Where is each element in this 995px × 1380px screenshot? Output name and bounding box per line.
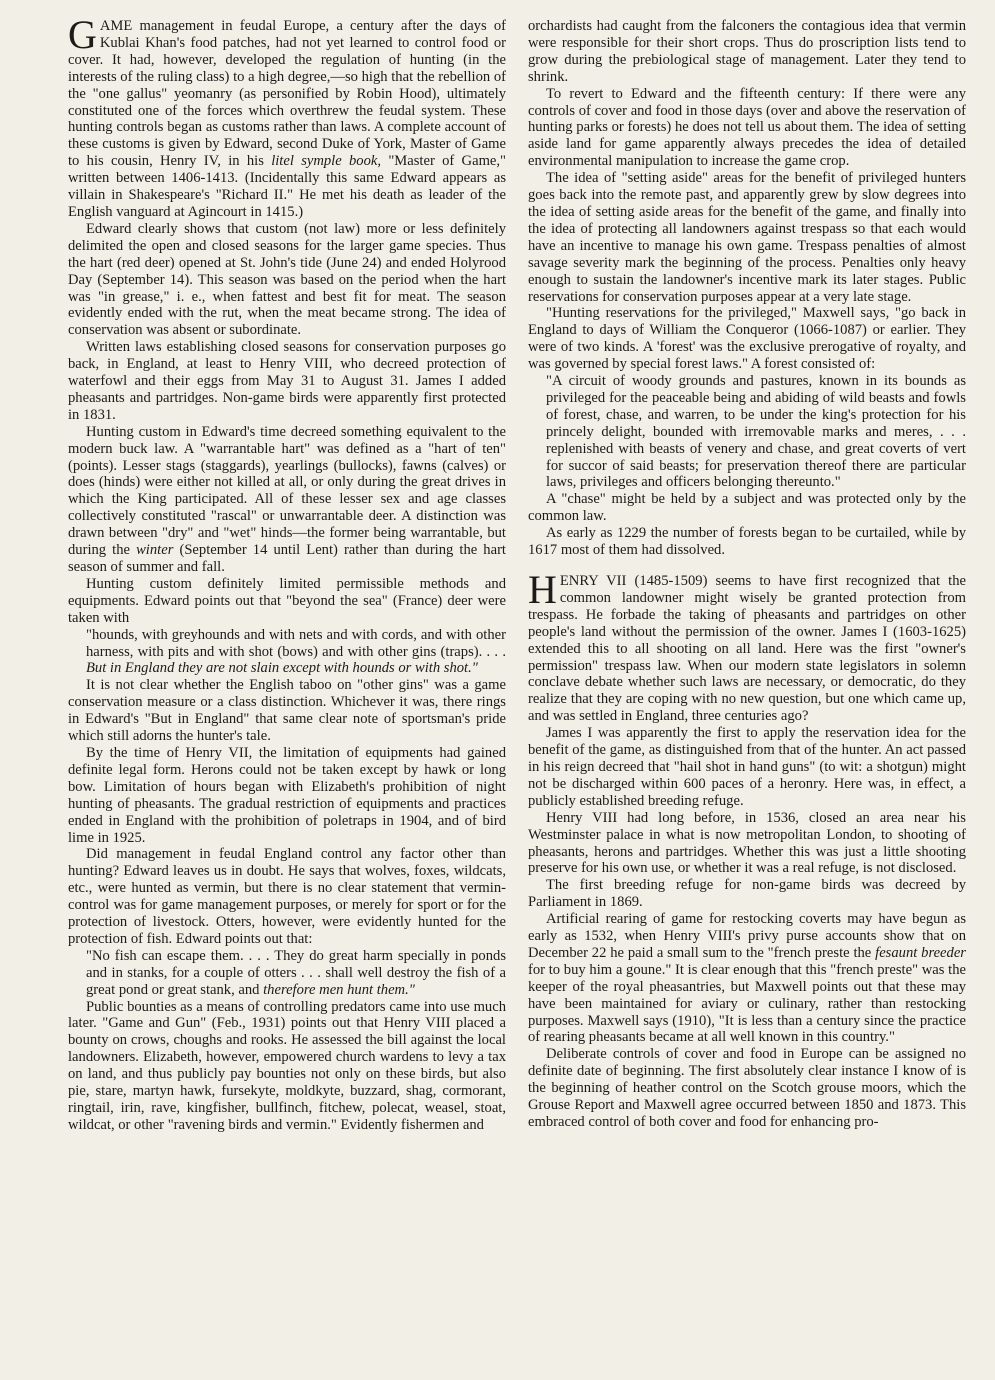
body-paragraph [68,576,506,627]
paragraph-text: To revert to Edward and the fifteenth century: If there were any controls of cover and food in those days (over and above the reservation of hunting parks or forests) he does not tell us about them. The idea of setting aside land for game apparently always precedes the idea of detailed environmental manipulation to increase the game crop. [528,85,966,170]
body-paragraph [528,305,966,373]
body-paragraph [68,221,506,339]
block-quote [68,948,506,999]
paragraph-text: A "chase" might be held by a subject and was protected only by the common law. [528,491,966,525]
paragraph-text-continued: for to buy him a goune." It is clear enough that this "french preste" was the keeper of the royal pheasantries, but Maxwell points out that these may have been maintained for aviary or culinary, rather than restocking purposes. Maxwell says (1910), "It is less than a century since the practice of rearing pheasants became at all well known in this country." [528,961,966,1046]
paragraph-text-continued: (September 14 until Lent) rather than during the hart season of summer and fall. [68,542,506,575]
paragraph-text: The first breeding refuge for non-game birds was decreed by Parliament in 1869. [528,877,966,911]
body-paragraph [528,170,966,305]
paragraph-text: AME management in feudal Europe, a century after the days of Kublai Khan's food patches, had not yet learned to control food or cover. It had, however, developed the regulation of hunting (in the interests of the ruling class) to a high degree,—so high that the rebellion of the "one gallus" yeomanry (as personified by Robin Hood), ultimately constituted one of the forces which overthrew the feudal system. These hunting controls began as customs rather than laws. A complete account of these customs is given by Edward, second Duke of York, Master of Game to his cousin, Henry IV, in his [68,18,506,170]
body-paragraph [528,86,966,171]
paragraph-text: Written laws establishing closed seasons for conservation purposes go back, in England, at least to Henry VIII, who decreed protection of waterfowl and their eggs from May 31 to August 31. James I added pheasants and partridges. Non-game birds were apparently first protected in 1831. [68,339,506,423]
paragraph-text: It is not clear whether the English taboo on "other gins" was a game conservation measure or a class distinction. Whichever it was, there rings in Edward's "But in England" that same clear note of sportsman's pride which still adorns the hunter's tale. [68,677,506,745]
paragraph-text: As early as 1229 the number of forests began to be curtailed, while by 1617 most of them had dissolved. [528,525,966,559]
paragraph-text: Hunting custom definitely limited permissible methods and equipments. Edward points out that "beyond the sea" (France) deer were taken with [68,575,506,626]
paragraph-text: ENRY VII (1485-1509) seems to have first recognized that the common landowner might wisely be granted protection from trespass. He forbade the taking of pheasants and partridges on other people's land without the permission of the owner. James I (1603-1625) extended this to all shooting on all land. Here was the first "owner's permission" trespass law. When our modern state legislators in solemn conclave debate whether such laws are necessary, or democratic, do they realize that they are coping with no new question, but one which came up, and was settled in England, three centuries ago? [528,573,966,725]
italic-text: But in England they are not slain except with hounds or with shot." [86,660,478,677]
body-paragraph [528,877,966,911]
paragraph-text: James I was apparently the first to apply the reservation idea for the benefit of the game, as distinguished from that of the hunter. An act passed in his reign decreed that "hail shot in hand guns" (to wit: a shotgun) might not be discharged within 600 paces of a heronry. Here was, in effect, a publicly established breeding refuge. [528,725,966,809]
body-paragraph [68,745,506,846]
drop-cap-letter: G [68,12,97,57]
continued-paragraph [528,18,966,86]
body-paragraph [68,999,506,1134]
block-quote [528,373,966,491]
paragraph-text: "No fish can escape them. . . . They do great harm specially in ponds and in stanks, for a couple of otters . . . shall well destroy the fish of a great pond or great stank, and [86,947,506,998]
paragraph-text: By the time of Henry VII, the limitation of equipments had gained definite legal form. Herons could not be taken except by hawk or long bow. Limitation of hours began with Elizabeth's prohibition of night hunting of pheasants. The gradual restriction of equipments and practices ended in England with the prohibition of poletraps in 1904, and of bird lime in 1925. [68,744,506,846]
paragraph-text: Deliberate controls of cover and food in Europe can be assigned no definite date of beginning. The first absolutely clear instance I know of is the beginning of heather control on the Scotch grouse moors, which the Grouse Report and Maxwell agree occurred between 1850 and 1873. This embraced control of both cover and food for enhancing pro- [528,1046,966,1130]
block-quote [68,627,506,678]
paragraph-text: Public bounties as a means of controlling predators came into use much later. "Game and Gun" (Feb., 1931) points out that Henry VIII placed a bounty on crows, choughs and rooks. He assessed the bill against the local landowners. Elizabeth, however, empowered church wardens to levy a tax on land, and thus publicly pay bounties not only on these birds, but also pie, stare, martyn hawk, fursekyte, moldkyte, buzzard, shag, cormorant, ringtail, irin, rave, kingfisher, bullfinch, fitchew, polecat, weasel, stoat, wildcat, or other "ravening birds and vermin." Evidently fishermen and [68,998,506,1133]
paragraph-text: "hounds, with greyhounds and with nets and with cords, and with other harness, with pits and with shot (bows) and with other gins (traps). . . . [86,626,506,660]
paragraph-text: Artificial rearing of game for restocking coverts may have begun as early as 1532, when Henry VIII's privy purse accounts show that on December 22 he paid a small sum to the "french preste the [528,911,966,961]
paragraph-text: orchardists had caught from the falconers the contagious idea that vermin were responsible for their short crops. Thus do proscription lists tend to grow during the prebiological stage of management. Later they tend to shrink. [528,18,966,85]
body-paragraph [68,677,506,745]
italic-text: fesaunt breeder [875,944,966,961]
body-paragraph [68,424,506,576]
left-column [68,12,506,1380]
paragraph-text-continued: "Master of Game," written between 1406-1413. (Incidentally this same Edward appears as villain in Shakespeare's "Richard II." He met his death as leader of the English vanguard at Agincourt in 1415.) [68,153,506,220]
paragraph-text: Hunting custom in Edward's time decreed something equivalent to the modern buck law. A "warrantable hart" was defined as a "hart of ten" (points). Lesser stags (staggards), yearlings (bullocks), fawns (calves) or does (hinds) were either not killed at all, or only during the great drives in which the King participated. All of these lesser sex and age classes collectively constituted "rascal" or unwarrantable deer. A distinction was drawn between "dry" and "wet" hinds—the former being warrantable, but during the [68,423,506,559]
italic-text: therefore men hunt them." [263,981,415,998]
body-paragraph [68,339,506,424]
body-paragraph [528,491,966,525]
paragraph-text: The idea of "setting aside" areas for the benefit of privileged hunters goes back into the remote past, and apparently grew by slow degrees into the idea of setting aside areas for the benefit of the game, and finally into the idea of protecting all landowners against trespass so that each would have an incentive to manage his own game. Trespass penalties of almost savage severity mark the beginning of the process. Penalties only heavy enough to sustain the landowner's incentive mark its later stages. Public reservations for conservation purposes appear at a very late stage. [528,170,966,305]
body-paragraph [528,525,966,559]
body-paragraph [528,810,966,878]
paragraph-text: Edward clearly shows that custom (not law) more or less definitely delimited the open and closed seasons for the larger game species. Thus the hart (red deer) opened at St. John's tide (June 24) and ended Holyrood Day (September 14). This season was based on the period when the hart was "in grease," i. e., when fattest and best fit for meat. The season evidently ended with the rut, when the meat became strong. The idea of conservation was absent or subordinate. [68,220,506,339]
paragraph-text: Henry VIII had long before, in 1536, closed an area near his Westminster palace in what is now metropolitan London, to shooting of pheasants, herons and partridges. Whether this was just a little shooting preserve for his own use, or whether it was a real refuge, is not disclosed. [528,809,966,877]
body-paragraph [528,1046,966,1131]
right-column [528,18,966,1380]
section-opening-paragraph [528,567,966,725]
body-paragraph [528,911,966,1046]
italic-text: litel symple book, [271,153,382,170]
paragraph-text: "A circuit of woody grounds and pastures, known in its bounds as privileged for the peaceable being and abiding of wild beasts and fowls of forest, chase, and warren, to be under the king's protection for his princely delight, bounded with irremovable marks and meres, . . . replenished with beasts of venery and chase, and great coverts of vert for succor of said beasts; for preservation thereof there are particular laws, privileges and officers belonging thereunto." [546,373,966,491]
body-paragraph [528,725,966,810]
body-paragraph [68,846,506,947]
paragraph-text: Did management in feudal England control any factor other than hunting? Edward leaves us in doubt. He says that wolves, foxes, wildcats, etc., were hunted as vermin, but there is no clear statement that vermin-control was for game management purposes, or merely for sport or for the protection of livestock. Otters, however, were evidently hunted for the protection of fish. Edward points out that: [68,846,506,947]
drop-cap-letter: H [528,567,557,612]
italic-text: winter [136,542,174,559]
paragraph-text: "Hunting reservations for the privileged," Maxwell says, "go back in England to days of William the Conqueror (1066-1087) or earlier. They were of two kinds. A 'forest' was the exclusive prerogative of royalty, and was governed by special forest laws." A forest consisted of: [528,305,966,373]
section-opening-paragraph [68,12,506,221]
